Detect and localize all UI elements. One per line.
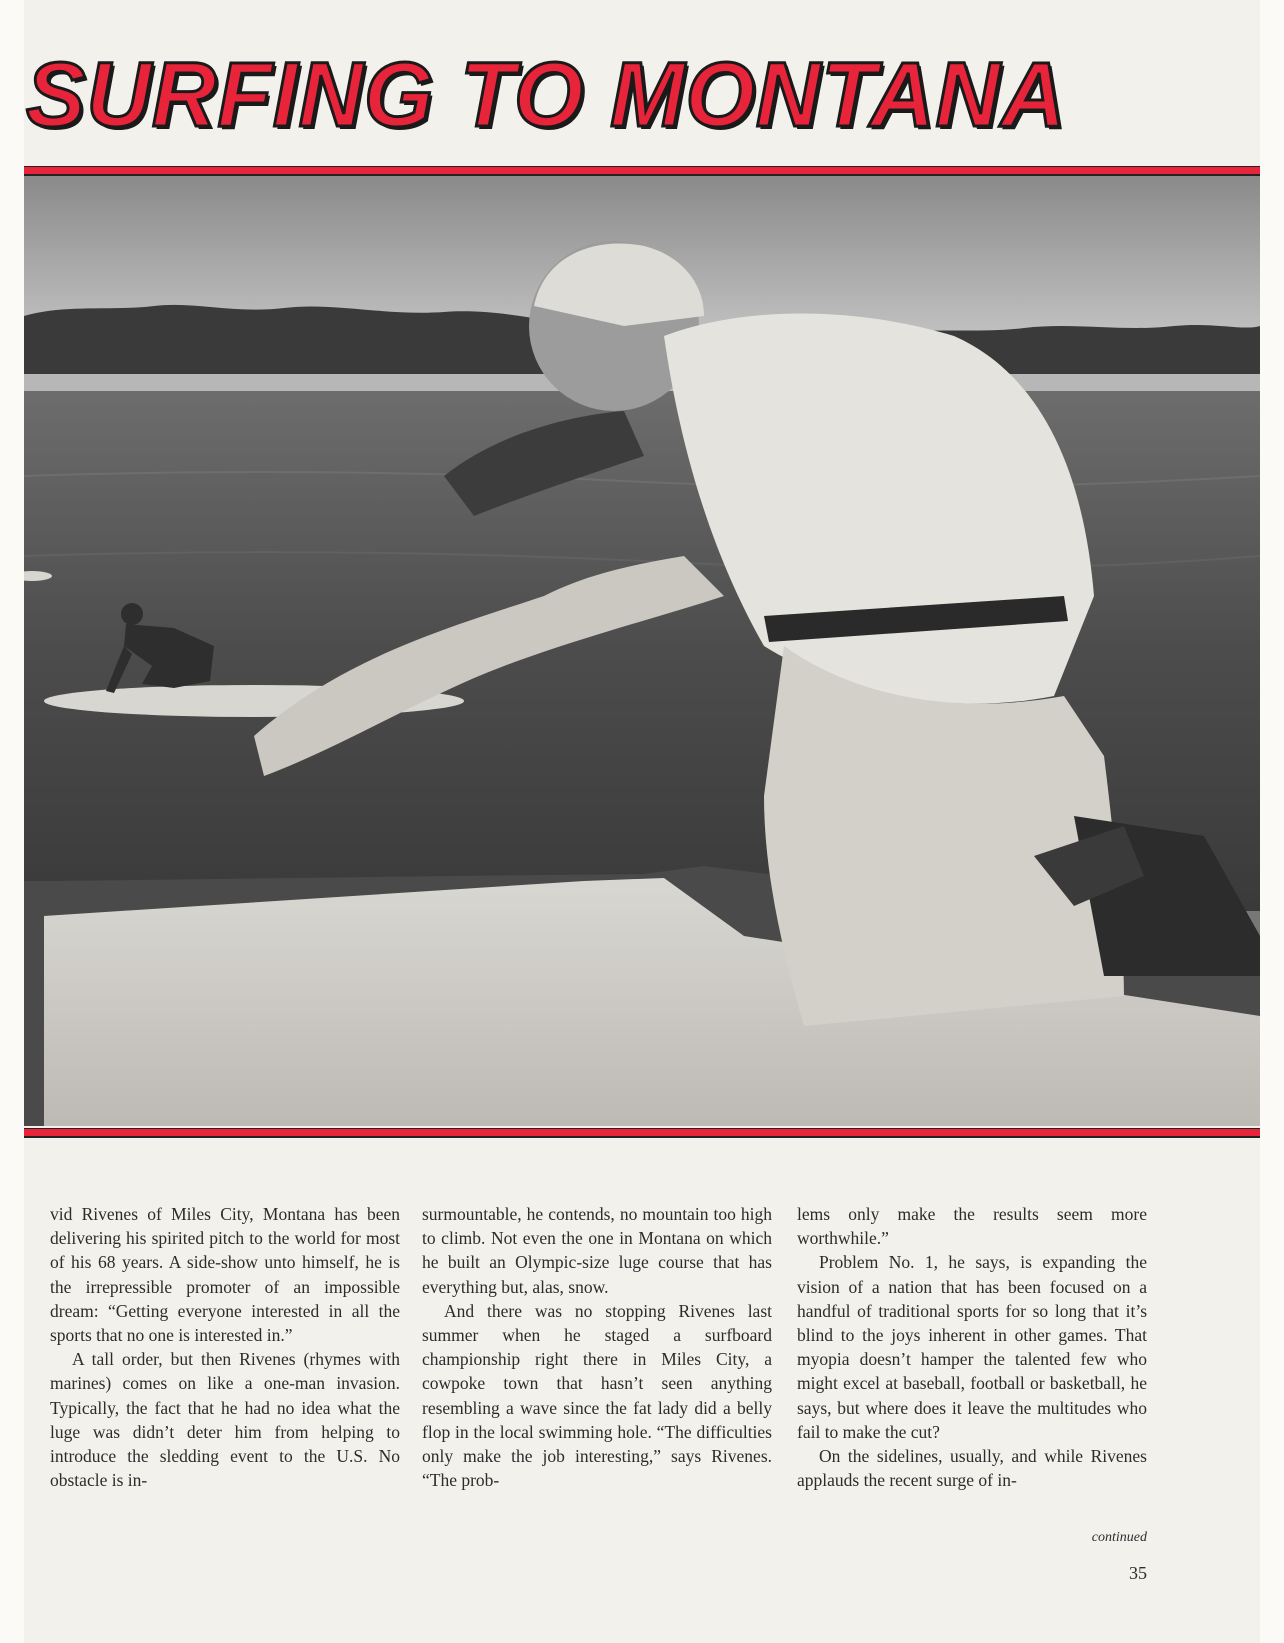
red-rule-bottom (24, 1128, 1260, 1138)
photo-illustration (24, 176, 1260, 1126)
paragraph: vid Rivenes of Miles City, Montana has been delivering his spirited pitch to the world for most of his 68 years. A side-show unto himself, he is the irrepressible promoter of an impossible dream: “Getting everyone interested in all the sports that no one is interested in.” (50, 1204, 400, 1346)
paragraph: Problem No. 1, he says, is expanding the vision of a nation that has been focused on a handful of traditional sports for so long that it’s blind to the joys inherent in other games. That myopia doesn’t hamper the talented few who might excel at baseball, football or basketball, he says, but where does it leave the multitudes who fail to make the cut? (797, 1252, 1147, 1442)
paragraph: lems only make the results seem more worthwhile.” (797, 1204, 1147, 1249)
page-number: 35 (1129, 1563, 1147, 1583)
article-photo (24, 176, 1260, 1126)
article-column-1 (50, 1202, 400, 1492)
article-column-3 (797, 1202, 1147, 1492)
continued-label: continued (1091, 1530, 1147, 1545)
paragraph: A tall order, but then Rivenes (rhymes with marines) comes on like a one-man invasion. Typically, the fact that he had no idea what the luge was didn’t deter him from helping to introduce the sledding event to the U.S. No obstacle is in- (50, 1349, 400, 1491)
red-rule-top (24, 166, 1260, 176)
page-edge-left (0, 0, 24, 1643)
paragraph: And there was no stopping Rivenes last summer when he staged a surfboard championship right there in Miles City, a cowpoke town that hasn’t seen anything resembling a wave since the fat lady did a belly flop in the local swimming hole. “The difficulties only make the job interesting,” says Rivenes. “The prob- (422, 1300, 772, 1491)
paragraph: On the sidelines, usually, and while Rivenes applauds the recent surge of in- (797, 1446, 1147, 1491)
article-headline: SURFING TO MONTANA (26, 44, 1067, 146)
article-column-2 (422, 1202, 772, 1492)
page-edge-right (1260, 0, 1284, 1643)
paragraph: surmountable, he contends, no mountain too high to climb. Not even the one in Montana on which he built an Olympic-size luge course that has everything but, alas, snow. (422, 1204, 772, 1297)
